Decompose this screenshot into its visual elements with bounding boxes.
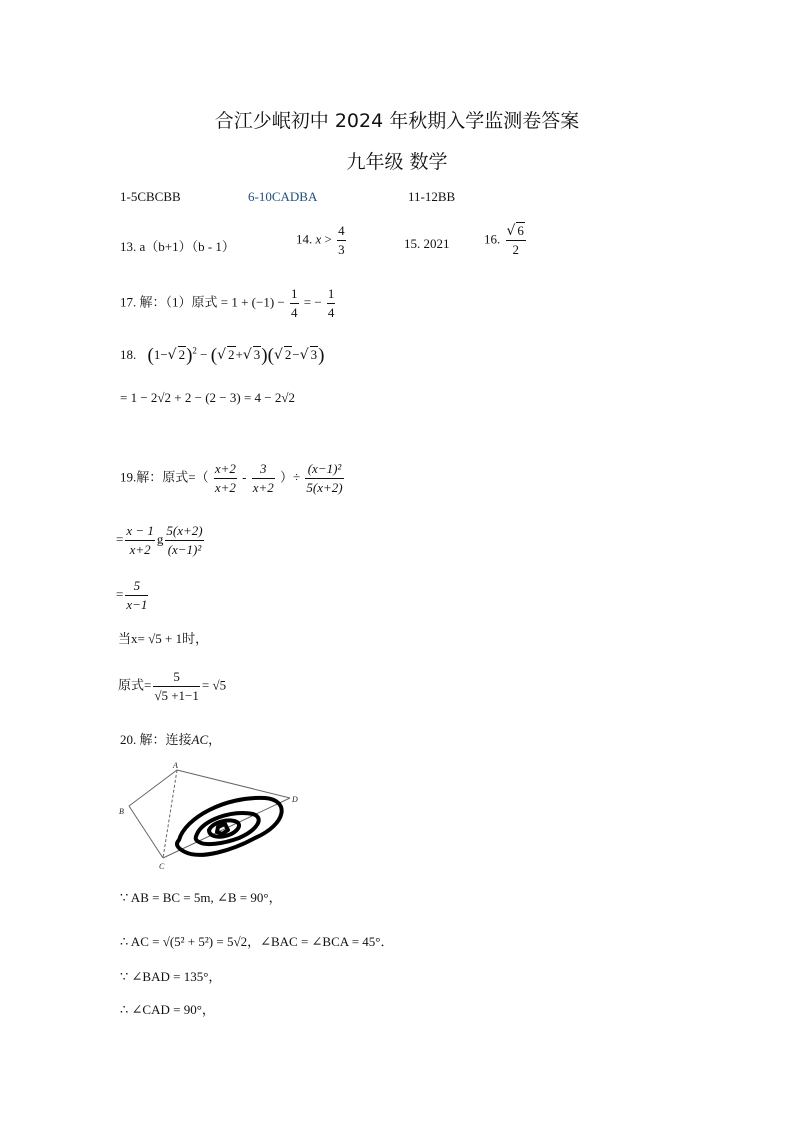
answer-20-line1: ∵ AB = BC = 5m, ∠B = 90°， xyxy=(120,890,282,905)
answer-19-step1: = $\frac{x - 1}{x+2}$ g $\frac{5(x+2)}{\text{(x−1)²}}$ xyxy=(116,523,203,557)
answer-13: 13. a（b+1）（b - 1） xyxy=(120,239,235,254)
edge-ad xyxy=(177,770,290,798)
answer-19: 19.解：原式=（ $\frac{x+2}{x+2}$ - $\frac{3}{x+2}$ ）÷ $\frac{\text{(x−1)²}}{5(x+2)}$ xyxy=(120,461,343,495)
edge-bc xyxy=(129,806,163,858)
label-d: D xyxy=(292,795,298,804)
label-c: C xyxy=(159,862,165,871)
page-subtitle: 九年级 数学 xyxy=(346,151,448,173)
edge-ab xyxy=(129,770,177,806)
answer-20-line2: ∴ AC = √(5² + 5²) = 5√2，∠BAC = ∠BCA = 45°． xyxy=(120,934,394,949)
label-b: B xyxy=(119,807,124,816)
answer-19-result: 原式= $\frac{5}{√5 +1-1}$ = √5 xyxy=(118,669,227,703)
answer-17: 17. 解：（1）原式 = 1 + (−1) − $\frac{1}{4}$ = − $\frac{1}{4}$ xyxy=(120,286,335,320)
answer-14: 14. x > $\frac{4}{3}$ xyxy=(296,223,345,257)
answer-19-when: 当x= √5 + 1时， xyxy=(118,631,209,646)
page-title: 合江少岷初中 2024 年秋期入学监测卷答案 xyxy=(214,110,580,132)
answer-20-line4: ∴ ∠CAD = 90°， xyxy=(120,1002,215,1017)
quadrilateral-figure xyxy=(115,758,315,873)
label-a: A xyxy=(173,761,178,770)
answer-16: 16. $\frac{√ 6}{2}$ xyxy=(484,223,524,257)
answer-18-step: = 1 − 2√2 + 2 − (2 − 3) = 4 − 2√2 xyxy=(120,390,295,405)
answer-20: 20. 解：连接AC， xyxy=(120,732,222,747)
choices-1-5: 1-5CBCBB xyxy=(120,189,181,204)
choices-11-12: 11-12BB xyxy=(408,189,456,204)
answer-19-step2: = $\frac{5}{x-1}$ xyxy=(116,578,148,612)
diagonal-ac xyxy=(163,770,177,858)
answer-20-line3: ∵ ∠BAD = 135°， xyxy=(120,969,222,984)
answer-18: 18. (1−√ 2)$^2$ − (√ 2+√ 3)(√ 2−√ 3) xyxy=(120,345,325,366)
choices-6-10: 6-10CADBA xyxy=(248,189,318,204)
answer-15: 15. 2021 xyxy=(404,236,450,251)
